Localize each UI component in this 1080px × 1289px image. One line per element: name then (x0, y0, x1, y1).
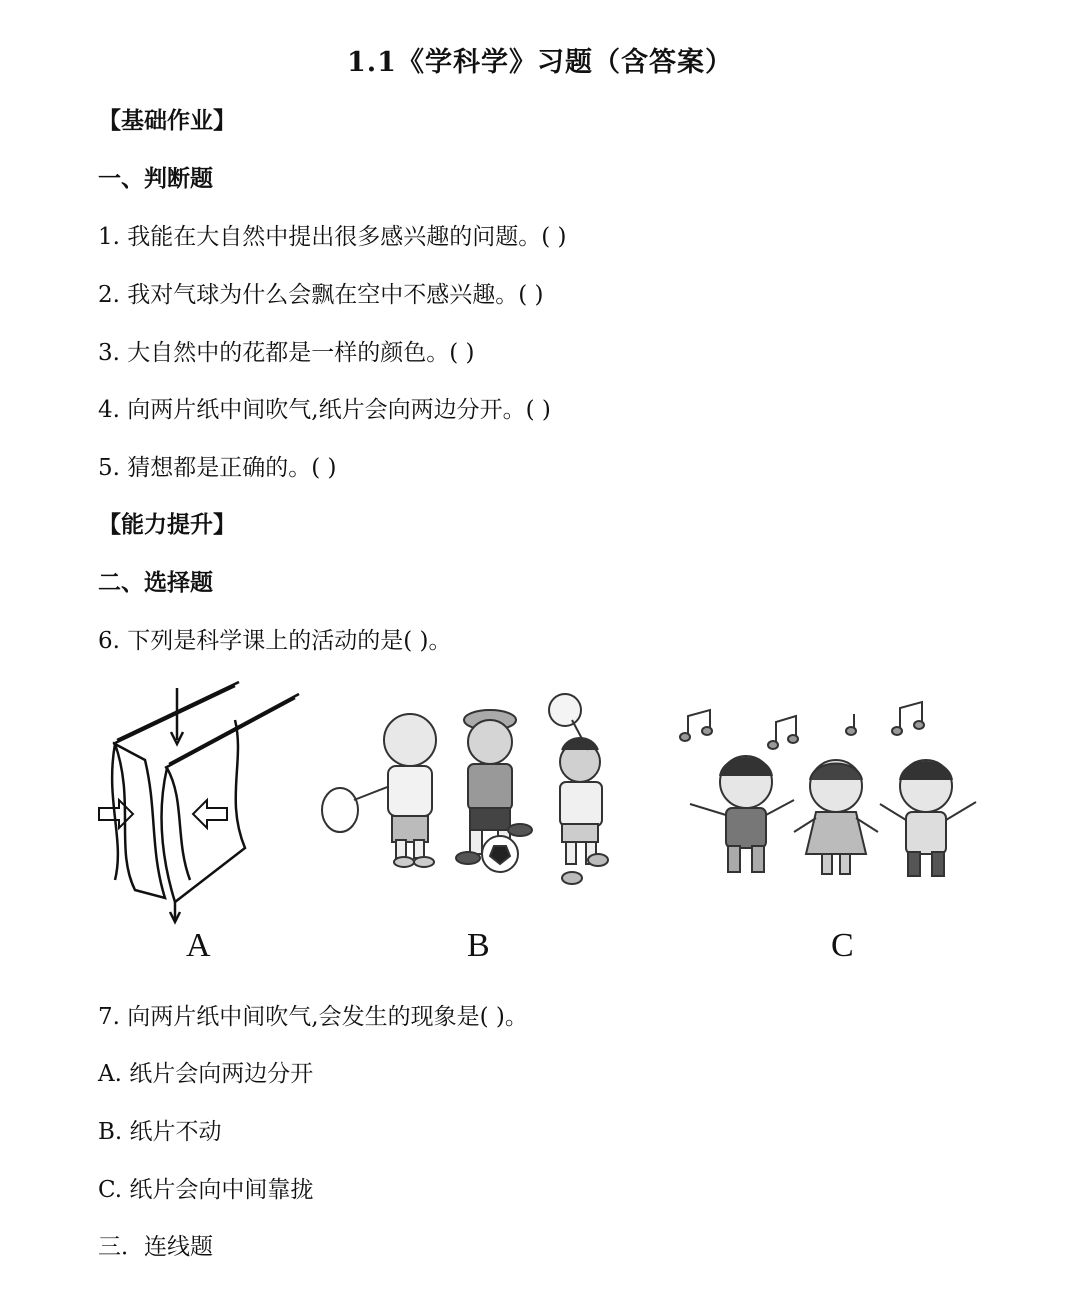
figure-label-a: A (186, 927, 211, 964)
q7-option-c: C. 纸片会向中间靠拢 (98, 1177, 314, 1203)
judgement-question-4: 4. 向两片纸中间吹气,纸片会向两边分开。( ) (98, 397, 551, 423)
section-ability-heading: 【能力提升】 (98, 511, 236, 538)
judgement-question-3: 3. 大自然中的花都是一样的颜色。( ) (98, 340, 475, 366)
question-6: 6. 下列是科学课上的活动的是( )。 (98, 628, 452, 654)
section-basic-heading: 【基础作业】 (98, 107, 236, 134)
question-7: 7. 向两片纸中间吹气,会发生的现象是( )。 (98, 1004, 528, 1030)
figure-a-paper-illustration (95, 680, 305, 930)
judgement-question-1: 1. 我能在大自然中提出很多感兴趣的问题。( ) (98, 224, 567, 250)
figure-c-singing-kids-illustration (676, 700, 986, 885)
q7-option-a: A. 纸片会向两边分开 (98, 1061, 314, 1087)
figure-label-b: B (467, 927, 490, 964)
part1-heading: 一、判断题 (98, 165, 213, 192)
part3-heading: 三．连线题 (98, 1234, 213, 1260)
figure-label-c: C (831, 927, 854, 964)
q7-option-b: B. 纸片不动 (98, 1119, 222, 1145)
figure-b-sports-kids-illustration (320, 690, 620, 900)
page-title: 1.1《学科学》习题（含答案） (347, 47, 733, 78)
judgement-question-2: 2. 我对气球为什么会飘在空中不感兴趣。( ) (98, 282, 544, 308)
part2-heading: 二、选择题 (98, 569, 213, 596)
judgement-question-5: 5. 猜想都是正确的。( ) (98, 455, 337, 481)
